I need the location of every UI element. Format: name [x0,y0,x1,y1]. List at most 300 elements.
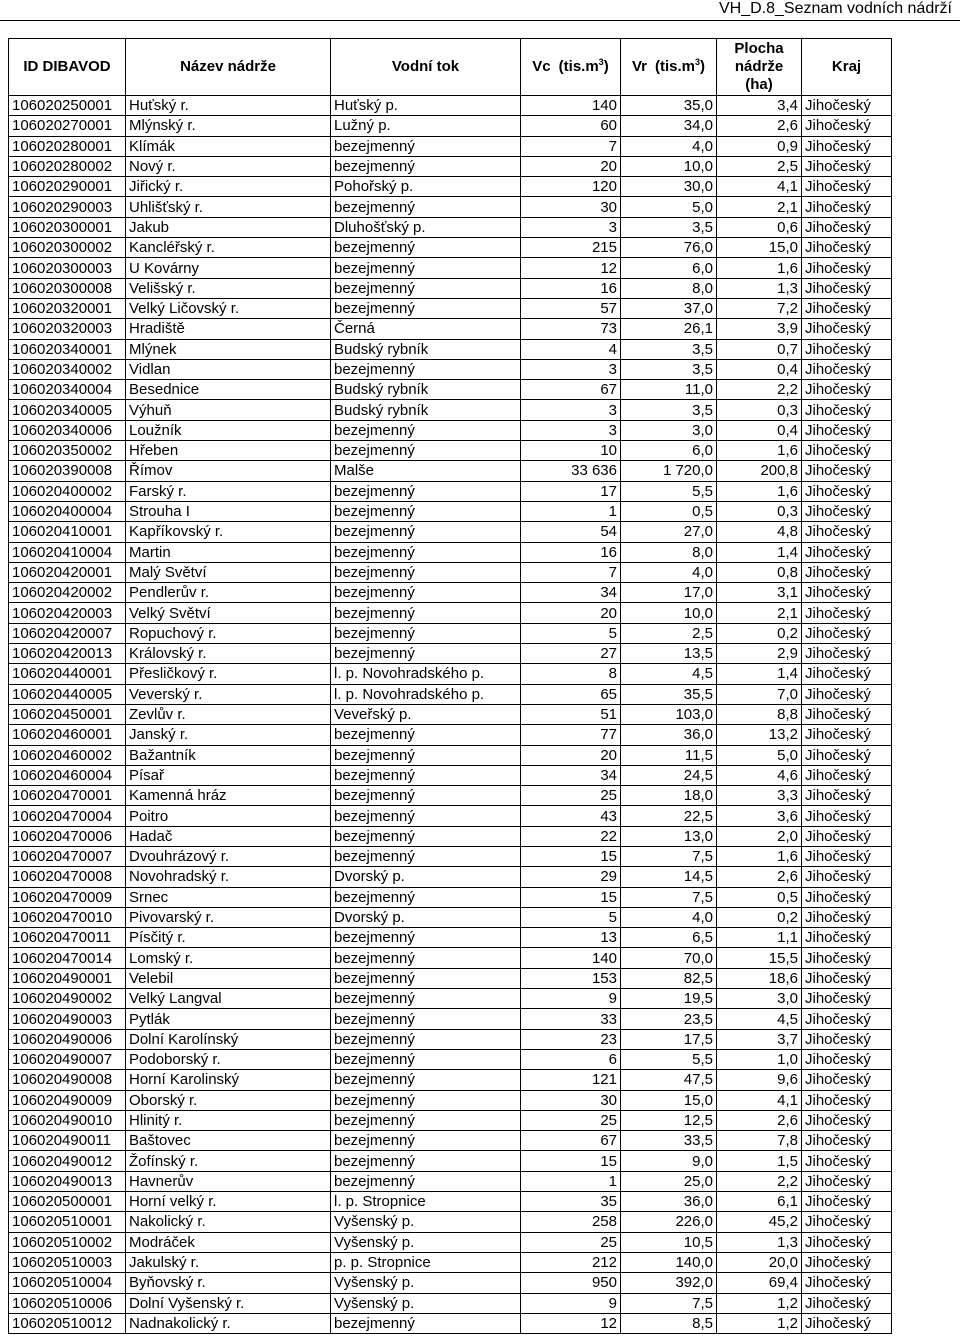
cell-area: 1,2 [717,1313,802,1333]
cell-vr: 392,0 [621,1273,717,1293]
cell-vr: 11,0 [621,380,717,400]
cell-area: 200,8 [717,461,802,481]
table-row [9,867,892,887]
cell-area: 1,3 [717,278,802,298]
cell-name: Uhlišťský r. [126,197,331,217]
cell-id: 106020510004 [9,1273,126,1293]
cell-region: Jihočeský [802,1049,892,1069]
cell-stream: l. p. Novohradského p. [331,664,521,684]
cell-vc: 16 [521,278,621,298]
cell-vc: 60 [521,116,621,136]
cell-area: 2,5 [717,156,802,176]
cell-region: Jihočeský [802,420,892,440]
column-header-vr [621,39,717,96]
table-row [9,1232,892,1252]
cell-region: Jihočeský [802,684,892,704]
cell-vr: 7,5 [621,1293,717,1313]
cell-stream: bezejmenný [331,765,521,785]
cell-stream: Vyšenský p. [331,1232,521,1252]
cell-vc: 1 [521,1171,621,1191]
cell-id: 106020470010 [9,907,126,927]
cell-area: 0,2 [717,907,802,927]
table-row [9,217,892,237]
vr-unit-exponent: 3 [695,57,701,67]
cell-vr: 76,0 [621,238,717,258]
table-row [9,1273,892,1293]
cell-region: Jihočeský [802,1029,892,1049]
header-divider [0,20,960,21]
cell-region: Jihočeský [802,441,892,461]
cell-region: Jihočeský [802,765,892,785]
cell-vr: 10,5 [621,1232,717,1252]
cell-area: 15,5 [717,948,802,968]
vr-unit-close: ) [700,58,706,75]
cell-region: Jihočeský [802,481,892,501]
cell-name: Velký Světví [126,603,331,623]
cell-region: Jihočeský [802,562,892,582]
cell-name: Pendlerův r. [126,583,331,603]
cell-id: 106020490007 [9,1049,126,1069]
cell-region: Jihočeský [802,603,892,623]
cell-id: 106020300001 [9,217,126,237]
column-header-name: Název nádrže [126,39,331,96]
cell-area: 4,6 [717,765,802,785]
cell-vc: 20 [521,603,621,623]
cell-id: 106020340004 [9,380,126,400]
cell-name: Lomský r. [126,948,331,968]
table-row [9,116,892,136]
cell-vc: 67 [521,380,621,400]
cell-region: Jihočeský [802,96,892,116]
cell-area: 2,6 [717,867,802,887]
cell-stream: bezejmenný [331,1090,521,1110]
cell-vr: 82,5 [621,968,717,988]
cell-name: Jakulský r. [126,1252,331,1272]
cell-vc: 67 [521,1131,621,1151]
vc-unit-close: ) [603,58,609,75]
table-row [9,1212,892,1232]
cell-region: Jihočeský [802,1273,892,1293]
cell-area: 1,1 [717,928,802,948]
cell-vc: 140 [521,948,621,968]
cell-name: Loužník [126,420,331,440]
cell-stream: bezejmenný [331,1029,521,1049]
cell-id: 106020400004 [9,501,126,521]
cell-id: 106020280001 [9,136,126,156]
cell-vc: 34 [521,583,621,603]
cell-id: 106020490002 [9,989,126,1009]
reservoir-table [8,38,892,1334]
cell-vr: 36,0 [621,1192,717,1212]
table-row [9,644,892,664]
table-row [9,522,892,542]
cell-vc: 9 [521,989,621,1009]
cell-area: 1,4 [717,542,802,562]
cell-name: Velebil [126,968,331,988]
cell-vc: 3 [521,217,621,237]
cell-region: Jihočeský [802,400,892,420]
cell-area: 1,6 [717,481,802,501]
cell-area: 2,0 [717,826,802,846]
cell-vr: 34,0 [621,116,717,136]
cell-stream: bezejmenný [331,156,521,176]
cell-vr: 3,0 [621,420,717,440]
cell-region: Jihočeský [802,217,892,237]
cell-region: Jihočeský [802,319,892,339]
cell-id: 106020460001 [9,725,126,745]
cell-area: 13,2 [717,725,802,745]
cell-area: 6,1 [717,1192,802,1212]
cell-stream: bezejmenný [331,481,521,501]
cell-area: 4,1 [717,177,802,197]
cell-stream: bezejmenný [331,522,521,542]
cell-vr: 11,5 [621,745,717,765]
cell-vc: 4 [521,339,621,359]
cell-area: 4,8 [717,522,802,542]
cell-name: Velišský r. [126,278,331,298]
cell-id: 106020280002 [9,156,126,176]
cell-vr: 13,5 [621,644,717,664]
cell-region: Jihočeský [802,136,892,156]
cell-id: 106020500001 [9,1192,126,1212]
cell-name: Havnerův [126,1171,331,1191]
cell-vr: 0,5 [621,501,717,521]
cell-vr: 17,5 [621,1029,717,1049]
cell-stream: bezejmenný [331,441,521,461]
cell-vr: 3,5 [621,339,717,359]
cell-area: 8,8 [717,704,802,724]
cell-stream: bezejmenný [331,1171,521,1191]
cell-vc: 10 [521,441,621,461]
table-row [9,420,892,440]
cell-area: 0,5 [717,887,802,907]
cell-area: 2,6 [717,1110,802,1130]
cell-area: 0,2 [717,623,802,643]
area-header-line3: (ha) [745,76,773,93]
cell-name: Srnec [126,887,331,907]
cell-vr: 26,1 [621,319,717,339]
cell-stream: bezejmenný [331,583,521,603]
cell-name: Vidlan [126,359,331,379]
table-row [9,603,892,623]
cell-vr: 18,0 [621,786,717,806]
cell-region: Jihočeský [802,1252,892,1272]
cell-name: Dvouhrázový r. [126,846,331,866]
cell-stream: p. p. Stropnice [331,1252,521,1272]
cell-vr: 35,5 [621,684,717,704]
cell-area: 1,6 [717,258,802,278]
cell-vc: 15 [521,1151,621,1171]
cell-area: 20,0 [717,1252,802,1272]
cell-vr: 47,5 [621,1070,717,1090]
cell-stream: bezejmenný [331,501,521,521]
cell-region: Jihočeský [802,907,892,927]
cell-region: Jihočeský [802,339,892,359]
cell-id: 106020420007 [9,623,126,643]
cell-name: Jakub [126,217,331,237]
cell-region: Jihočeský [802,745,892,765]
cell-vr: 24,5 [621,765,717,785]
cell-vr: 27,0 [621,522,717,542]
cell-id: 106020270001 [9,116,126,136]
cell-stream: Vyšenský p. [331,1293,521,1313]
cell-id: 106020460004 [9,765,126,785]
table-row [9,846,892,866]
cell-vc: 212 [521,1252,621,1272]
cell-name: Hřeben [126,441,331,461]
column-header-region: Kraj [802,39,892,96]
cell-id: 106020490003 [9,1009,126,1029]
table-row [9,1192,892,1212]
cell-vr: 14,5 [621,867,717,887]
cell-vr: 5,5 [621,481,717,501]
cell-vc: 5 [521,907,621,927]
cell-name: Hadač [126,826,331,846]
cell-name: Horní Karolinský [126,1070,331,1090]
cell-area: 2,1 [717,603,802,623]
cell-region: Jihočeský [802,1212,892,1232]
cell-name: Kamenná hráz [126,786,331,806]
cell-name: Pivovarský r. [126,907,331,927]
cell-stream: Dluhošťský p. [331,217,521,237]
cell-id: 106020460002 [9,745,126,765]
table-row [9,948,892,968]
document-header-title: VH_D.8_Seznam vodních nádrží [718,0,952,17]
cell-region: Jihočeský [802,197,892,217]
cell-area: 7,8 [717,1131,802,1151]
cell-name: Římov [126,461,331,481]
cell-stream: bezejmenný [331,136,521,156]
cell-area: 0,3 [717,400,802,420]
table-row [9,887,892,907]
cell-stream: bezejmenný [331,1151,521,1171]
cell-vc: 35 [521,1192,621,1212]
cell-id: 106020350002 [9,441,126,461]
cell-id: 106020470014 [9,948,126,968]
cell-name: Hradiště [126,319,331,339]
cell-area: 15,0 [717,238,802,258]
cell-stream: bezejmenný [331,238,521,258]
table-row [9,319,892,339]
cell-stream: bezejmenný [331,1009,521,1029]
cell-id: 106020420002 [9,583,126,603]
cell-vc: 34 [521,765,621,785]
cell-region: Jihočeský [802,786,892,806]
table-row [9,1029,892,1049]
cell-region: Jihočeský [802,116,892,136]
column-header-stream: Vodní tok [331,39,521,96]
cell-region: Jihočeský [802,1171,892,1191]
cell-area: 7,2 [717,298,802,318]
cell-vc: 7 [521,562,621,582]
cell-vr: 4,0 [621,907,717,927]
vc-unit-open: (tis.m [558,58,599,75]
cell-id: 106020290001 [9,177,126,197]
table-row [9,542,892,562]
cell-stream: bezejmenný [331,359,521,379]
cell-name: Písčitý r. [126,928,331,948]
cell-vr: 8,0 [621,278,717,298]
table-row [9,1131,892,1151]
cell-region: Jihočeský [802,1293,892,1313]
cell-vc: 153 [521,968,621,988]
cell-id: 106020340001 [9,339,126,359]
table-row [9,1090,892,1110]
cell-stream: Černá [331,319,521,339]
vr-label: Vr [631,58,647,75]
cell-vc: 33 636 [521,461,621,481]
cell-name: U Kovárny [126,258,331,278]
cell-region: Jihočeský [802,1313,892,1333]
cell-id: 106020470004 [9,806,126,826]
cell-id: 106020410001 [9,522,126,542]
cell-region: Jihočeský [802,623,892,643]
cell-vr: 7,5 [621,887,717,907]
cell-name: Klímák [126,136,331,156]
table-row [9,745,892,765]
table-row [9,156,892,176]
table-row [9,907,892,927]
cell-stream: bezejmenný [331,745,521,765]
cell-region: Jihočeský [802,989,892,1009]
table-row [9,725,892,745]
table-row [9,136,892,156]
cell-vc: 57 [521,298,621,318]
cell-name: Kancléřský r. [126,238,331,258]
cell-id: 106020510012 [9,1313,126,1333]
cell-vc: 73 [521,319,621,339]
table-row [9,1252,892,1272]
cell-vr: 23,5 [621,1009,717,1029]
cell-vr: 4,0 [621,136,717,156]
cell-vc: 77 [521,725,621,745]
table-row [9,1009,892,1029]
cell-id: 106020470007 [9,846,126,866]
cell-id: 106020470006 [9,826,126,846]
cell-stream: bezejmenný [331,948,521,968]
cell-name: Písař [126,765,331,785]
cell-stream: bezejmenný [331,542,521,562]
cell-id: 106020490011 [9,1131,126,1151]
cell-region: Jihočeský [802,156,892,176]
cell-name: Zevlův r. [126,704,331,724]
cell-name: Dolní Vyšenský r. [126,1293,331,1313]
cell-region: Jihočeský [802,542,892,562]
cell-area: 45,2 [717,1212,802,1232]
cell-vc: 13 [521,928,621,948]
cell-id: 106020400002 [9,481,126,501]
cell-stream: bezejmenný [331,623,521,643]
column-header-area [717,39,802,96]
cell-id: 106020490009 [9,1090,126,1110]
cell-id: 106020510003 [9,1252,126,1272]
cell-name: Mlýnek [126,339,331,359]
cell-name: Martin [126,542,331,562]
cell-vr: 3,5 [621,217,717,237]
table-row [9,1151,892,1171]
cell-region: Jihočeský [802,846,892,866]
cell-name: Dolní Karolínský [126,1029,331,1049]
table-row [9,704,892,724]
cell-region: Jihočeský [802,806,892,826]
cell-stream: bezejmenný [331,562,521,582]
cell-area: 0,3 [717,501,802,521]
table-row [9,441,892,461]
cell-name: Oborský r. [126,1090,331,1110]
table-row [9,968,892,988]
vr-unit-open: (tis.m [654,58,695,75]
cell-area: 1,0 [717,1049,802,1069]
cell-area: 2,6 [717,116,802,136]
cell-area: 1,4 [717,664,802,684]
cell-vr: 8,0 [621,542,717,562]
cell-name: Výhuň [126,400,331,420]
cell-id: 106020470011 [9,928,126,948]
table-row [9,826,892,846]
cell-stream: Huťský p. [331,96,521,116]
cell-stream: Budský rybník [331,400,521,420]
cell-id: 106020510002 [9,1232,126,1252]
cell-area: 3,3 [717,786,802,806]
cell-stream: bezejmenný [331,1070,521,1090]
table-row [9,664,892,684]
cell-stream: Budský rybník [331,380,521,400]
cell-vc: 25 [521,786,621,806]
cell-area: 9,6 [717,1070,802,1090]
table-row [9,177,892,197]
cell-name: Jiřický r. [126,177,331,197]
cell-vr: 37,0 [621,298,717,318]
table-row [9,400,892,420]
cell-vc: 30 [521,1090,621,1110]
cell-id: 106020490001 [9,968,126,988]
area-header-line2: nádrže [734,58,784,75]
cell-region: Jihočeský [802,948,892,968]
cell-region: Jihočeský [802,928,892,948]
cell-vr: 36,0 [621,725,717,745]
cell-stream: bezejmenný [331,603,521,623]
cell-vc: 15 [521,846,621,866]
cell-id: 106020410004 [9,542,126,562]
cell-name: Velký Ličovský r. [126,298,331,318]
cell-vc: 65 [521,684,621,704]
cell-vc: 20 [521,745,621,765]
cell-area: 18,6 [717,968,802,988]
cell-vc: 33 [521,1009,621,1029]
cell-vc: 7 [521,136,621,156]
cell-name: Ropuchový r. [126,623,331,643]
cell-vc: 54 [521,522,621,542]
table-row [9,765,892,785]
cell-stream: Dvorský p. [331,907,521,927]
cell-vr: 13,0 [621,826,717,846]
cell-vc: 16 [521,542,621,562]
cell-area: 1,6 [717,846,802,866]
cell-vr: 6,0 [621,258,717,278]
cell-vc: 950 [521,1273,621,1293]
table-row [9,1293,892,1313]
table-row [9,806,892,826]
cell-region: Jihočeský [802,704,892,724]
cell-area: 1,3 [717,1232,802,1252]
cell-region: Jihočeský [802,278,892,298]
table-header-row [9,39,892,96]
cell-stream: bezejmenný [331,1049,521,1069]
cell-name: Královský r. [126,644,331,664]
cell-name: Veverský r. [126,684,331,704]
cell-vc: 215 [521,238,621,258]
cell-area: 0,6 [717,217,802,237]
